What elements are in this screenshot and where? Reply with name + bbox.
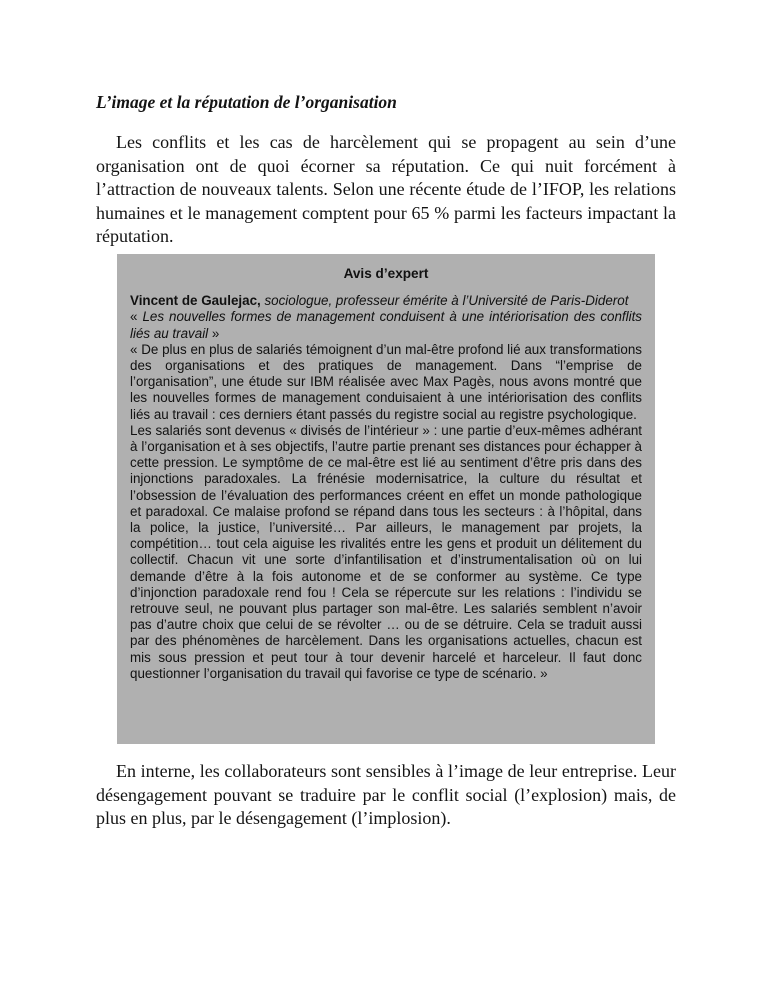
expert-quote-title <box>130 309 642 341</box>
expert-role: sociologue, professeur émérite à l’Université de Paris-Diderot <box>260 293 629 309</box>
expert-opinion-box <box>117 254 655 744</box>
intro-paragraph: Les conflits et les cas de harcèlement qui se propagent au sein d’une organisation ont de quoi écorner sa réputation. Ce qui nuit forcément à l’attraction de nouveaux talents. Selon une récente étude de l’IFOP, les relations humaines et le management comptent pour 65 % parmi les facteurs impactant la réputation. <box>96 132 676 247</box>
closing-paragraph: En interne, les collaborateurs sont sensibles à l’image de leur entreprise. Leur désengagement pouvant se traduire par le conflit social (l’explosion) mais, de plus en plus, par le désengagement (l’implosion). <box>96 761 676 829</box>
expert-name: Vincent de Gaulejac, <box>130 293 261 309</box>
expert-box-heading: Avis d’expert <box>343 266 429 281</box>
section-title: L’image et la réputation de l’organisation <box>96 92 397 112</box>
quote-title-text: Les nouvelles formes de management conduisent à une intériorisation des conflits liés au travail <box>130 309 643 341</box>
expert-body-paragraph-2: Les salariés sont devenus « divisés de l’intérieur » : une partie d’eux-mêmes adhérant à l’organisation et à ses objectifs, l’autre partie prenant ses distances pour échapper à cette pression. Le symptôme de ce mal-être est lié au sentiment d’être pris dans des injonctions paradoxales. La frénésie modernisatrice, la culture du résultat et l’obsession de l’évaluation des performances créent en effet un monde pathologique et paradoxal. Ce malaise profond se répand dans tous les secteurs : à l’hôpital, dans la police, la justice, l’université… Par ailleurs, le management par projets, la compétition… tout cela aiguise les rivalités entre les gens et produit un délitement du collectif. Chacun vit une sorte d’infantilisation et d’instrumentalisation où on lui demande d’être à la fois autonome et de se conformer au système. Ce type d’injonction paradoxale rend fou ! Cela se répercute sur les relations : l’individu se retrouve seul, ne pouvant plus partager son mal-être. Les salariés semblent n’avoir pas d’autre choix que celui de se révolter … ou de se détruire. Cela se traduit aussi par des phénomènes de harcèlement. Dans les organisations actuelles, chacun est mis sous pression et peut tour à tour devenir harcelé et harceleur. Il faut donc questionner l’organisation du travail qui favorise ce type de scénario. » <box>130 422 642 681</box>
quote-open-mark: « <box>130 309 143 325</box>
expert-body-paragraph-1: « De plus en plus de salariés témoignent d’un mal-être profond lié aux transformations des organisations et des pratiques de management. Dans “l’emprise de l’organisation”, une étude sur IBM réalisée avec Max Pagès, nous avons montré que les nouvelles formes de management conduisaient à une intériorisation des conflits liés au travail : ces derniers étant passés du registre social au registre psychologique. <box>130 341 642 422</box>
expert-attribution <box>130 293 642 309</box>
quote-close-mark: » <box>208 325 220 341</box>
